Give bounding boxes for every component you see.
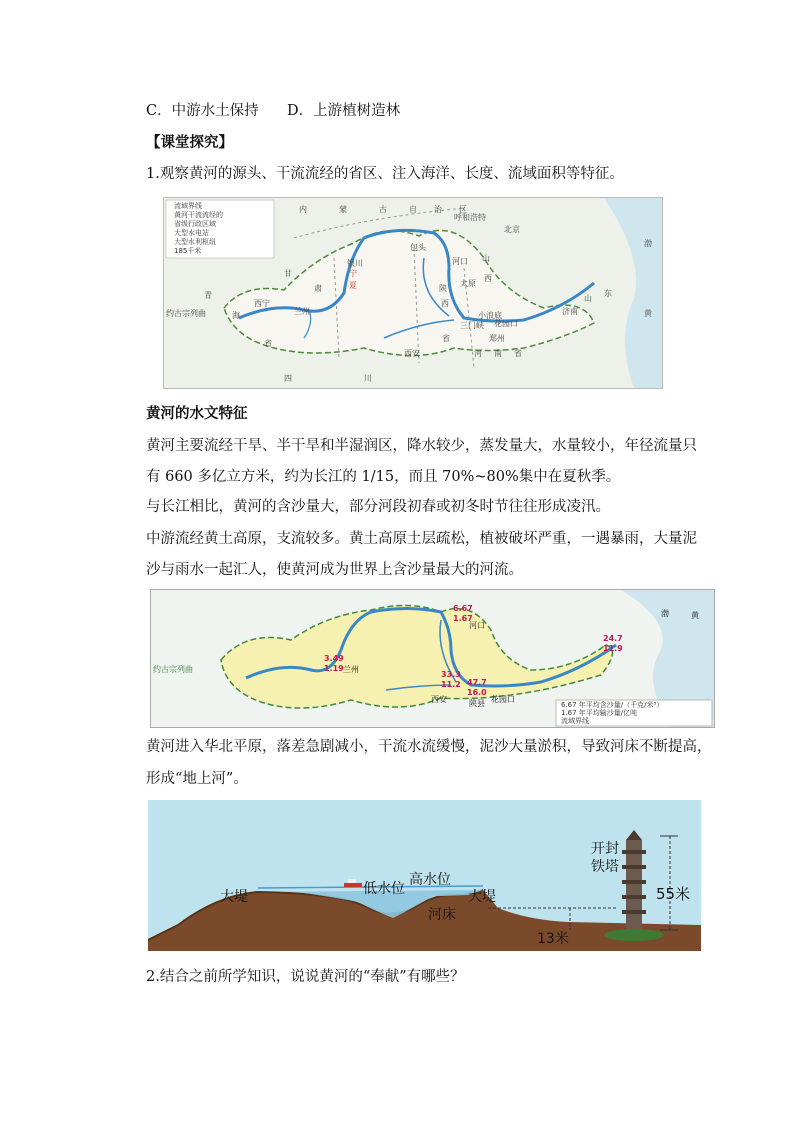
paragraph-4-line-2: 形成“地上河”。	[146, 771, 248, 787]
section-heading: 【课堂探究】	[146, 134, 233, 151]
map1-place-label: 郑州	[489, 334, 505, 343]
map1-province-label: 山	[584, 294, 592, 303]
map1-place-label: 小浪底	[478, 311, 502, 320]
map1-place-label: 银川	[347, 259, 363, 268]
paragraph-4-line-1: 黄河进入华北平原，落差急剧减小，干流水流缓慢，泥沙大量淤积，导致河床不断提高，	[146, 739, 712, 755]
suspended-river-diagram	[148, 800, 701, 951]
levee-left-label: 大堤	[220, 889, 248, 905]
sediment-value: 24.7	[603, 634, 623, 643]
map1-province-label: 陕	[439, 284, 447, 293]
map1-province-label: 夏	[349, 281, 357, 290]
map2-place: 兰州	[343, 665, 359, 674]
map1-province-label: 古	[379, 205, 387, 214]
paragraph-3-line-1: 中游流经黄土高原，支流较多。黄土高原土层疏松，植被破坏严重，一遇暴雨，大量泥	[146, 531, 697, 547]
paragraph-2: 与长江相比，黄河的含沙量大，部分河段初春或初冬时节往往形成凌汛。	[146, 499, 610, 515]
paragraph-1-line-1: 黄河主要流经干旱、半干旱和半湿润区，降水较少，蒸发量大，水量较小，年径流量只	[146, 438, 697, 454]
sediment-value: 33.3	[441, 670, 461, 679]
legend-provinces-1: 黄河干流流经的	[174, 211, 223, 219]
map2-place: 黄	[691, 611, 699, 620]
map2-place: 河口	[469, 621, 485, 630]
diagram-labels	[148, 800, 701, 951]
map2-legend-item: 1.67 年平均输沙量/亿吨	[561, 709, 638, 717]
sediment-value: 16.0	[467, 688, 487, 697]
map1-place-label: 济南	[562, 307, 578, 316]
sediment-map	[150, 589, 715, 728]
map2-place: 西安	[431, 695, 447, 704]
sediment-value: 1.19	[324, 664, 344, 673]
map2-legend-item: 流域界线	[561, 717, 589, 725]
map1-place-label: 西安	[404, 349, 420, 358]
legend-dam: 大型水利枢纽	[174, 238, 216, 246]
kaifeng-tower-label-line2: 铁塔	[591, 859, 619, 875]
kaifeng-tower-label-line1: 开封	[591, 841, 619, 857]
map1-province-label: 青	[204, 291, 212, 300]
legend-basin-line: 流域界线	[174, 202, 202, 210]
map1-place-label: 兰州	[294, 307, 310, 316]
map1-place-label: 包头	[410, 243, 426, 252]
map2-place: 渤	[661, 609, 669, 618]
paragraph-3-line-2: 沙与雨水一起汇人，使黄河成为世界上含沙量最大的河流。	[146, 562, 523, 578]
map1-province-label: 西	[484, 274, 492, 283]
map1-place-label: 河口	[452, 257, 468, 266]
map1-place-label: 约古宗列曲	[166, 309, 206, 318]
sediment-value: 6.67	[453, 604, 473, 613]
sediment-value: 11.9	[603, 644, 623, 653]
map1-province-label: 东	[604, 289, 612, 298]
map1-province-label: 黄	[644, 309, 652, 318]
map2-place: 陕县	[469, 699, 485, 708]
question-1: 1.观察黄河的源头、干流流经的省区、注入海洋、长度、流域面积等特征。	[146, 166, 624, 182]
paragraph-1-line-2: 有 660 多亿立方米，约为长江的 1/15，而且 70%~80%集中在夏秋季。	[146, 469, 621, 485]
sediment-value: 47.7	[467, 678, 487, 687]
map1-province-label: 区	[459, 205, 467, 214]
map1-province-label: 海	[232, 311, 240, 320]
yellow-river-map	[163, 197, 663, 389]
map2-labels	[151, 590, 714, 727]
height-55-label: 55米	[656, 885, 691, 903]
map1-labels	[164, 198, 662, 388]
legend-scale: 185千米	[174, 247, 202, 255]
map1-province-label: 自	[409, 205, 417, 214]
map2-legend-item: 6.67 年平均含沙量/（千克/米³）	[561, 701, 664, 709]
low-water-label: 低水位	[363, 881, 405, 897]
hydro-heading: 黄河的水文特征	[146, 405, 248, 422]
map1-province-label: 山	[482, 254, 490, 263]
map1-province-label: 渤	[644, 239, 652, 248]
kaifeng-tower-label	[591, 840, 619, 876]
question-2: 2.结合之前所学知识，说说黄河的“奉献”有哪些？	[146, 969, 465, 985]
map1-place-label: 太原	[460, 279, 476, 288]
map1-province-label: 河	[474, 349, 482, 358]
map1-province-label: 南	[494, 349, 502, 358]
map1-province-label: 治	[434, 205, 442, 214]
map2-legend	[561, 701, 663, 725]
sediment-value: 3.49	[324, 654, 344, 663]
sediment-value: 1.67	[453, 614, 473, 623]
map1-province-label: 省	[264, 339, 272, 348]
map1-province-label: 省	[514, 349, 522, 358]
height-13-label: 13米	[537, 931, 569, 947]
legend-hydro: 大型水电站	[174, 229, 209, 237]
map1-province-label: 省	[442, 334, 450, 343]
legend-provinces-2: 省级行政区域	[174, 220, 216, 228]
map1-province-label: 内	[299, 205, 307, 214]
map2-place: 花园口	[491, 695, 515, 704]
map1-place-label: 三门峡	[460, 321, 484, 330]
high-water-label: 高水位	[409, 872, 451, 888]
map1-province-label: 四	[284, 374, 292, 383]
map1-province-label: 甘	[284, 269, 292, 278]
option-d: D．上游植树造林	[287, 103, 401, 119]
map1-province-label: 蒙	[339, 205, 347, 214]
levee-right-label: 大堤	[468, 889, 496, 905]
map1-place-label: 呼和浩特	[454, 213, 486, 222]
map1-province-label: 宁	[349, 269, 357, 278]
map1-province-label: 西	[441, 299, 449, 308]
option-c: C．中游水土保持	[146, 103, 259, 119]
map1-province-label: 川	[364, 374, 372, 383]
riverbed-label: 河床	[428, 907, 456, 923]
map1-province-label: 肃	[314, 284, 322, 293]
map1-place-label: 北京	[504, 225, 520, 234]
map1-place-label: 西宁	[254, 299, 270, 308]
map2-place: 约古宗列曲	[153, 665, 193, 674]
sediment-value: 11.2	[441, 680, 461, 689]
map1-place-label: 花园口	[494, 319, 518, 328]
